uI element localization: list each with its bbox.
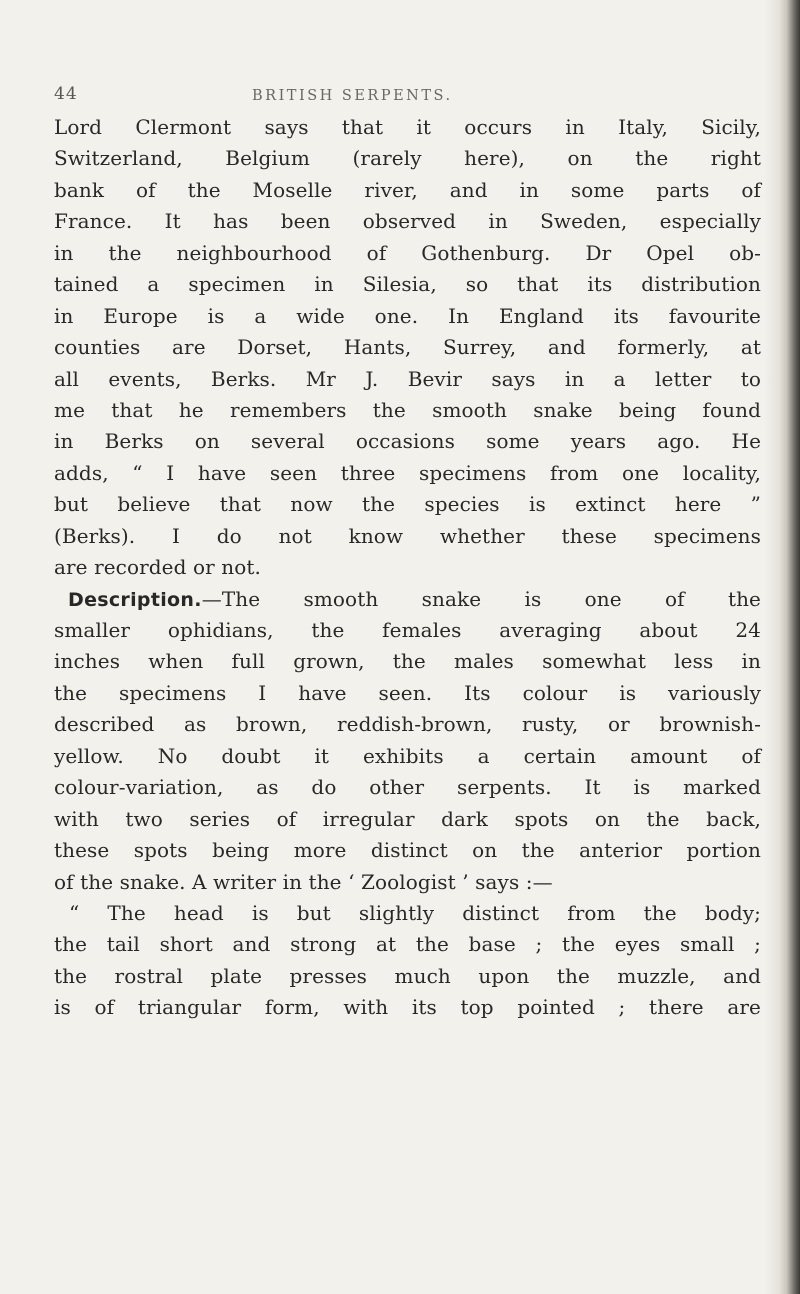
quote-line: is of triangular form, with its top pointed ; there are [54, 995, 761, 1020]
running-head: BRITISH SERPENTS. [252, 88, 453, 104]
text-line: of the snake. A writer in the ‘ Zoologist ’ says :— [54, 869, 553, 894]
text-line: all events, Berks. Mr J. Bevir says in a letter to [54, 366, 761, 391]
text-line: (Berks). I do not know whether these specimens [54, 523, 761, 548]
quote-line: “ The head is but slightly distinct from the body; [69, 900, 761, 925]
text-line: are recorded or not. [54, 555, 261, 580]
text-line: tained a specimen in Silesia, so that its distribution [54, 272, 761, 297]
description-heading: Description. [68, 588, 202, 611]
text-line: counties are Dorset, Hants, Surrey, and formerly, at [54, 335, 761, 360]
text-line: me that he remembers the smooth snake being found [54, 397, 761, 422]
text-line: in the neighbourhood of Gothenburg. Dr Opel ob- [54, 240, 761, 265]
text-line: adds, “ I have seen three specimens from one locality, [54, 460, 761, 485]
text-line: the specimens I have seen. Its colour is variously [54, 680, 761, 705]
text-line: France. It has been observed in Sweden, especially [54, 209, 761, 234]
text-line: Switzerland, Belgium (rarely here), on the right [54, 146, 761, 171]
text-line: in Europe is a wide one. In England its favourite [54, 303, 761, 328]
text-line: with two series of irregular dark spots on the back, [54, 806, 761, 831]
text-line: colour-variation, as do other serpents. It is marked [54, 775, 761, 800]
quote-line: the rostral plate presses much upon the muzzle, and [54, 963, 761, 988]
quote-line: the tail short and strong at the base ; the eyes small ; [54, 932, 761, 957]
text-line: bank of the Moselle river, and in some parts of [54, 177, 761, 202]
page-edge [778, 0, 800, 1294]
body-text [54, 112, 761, 1024]
text-line: yellow. No doubt it exhibits a certain amount of [54, 743, 761, 768]
page-header [54, 84, 764, 114]
text-line: described as brown, reddish-brown, rusty, or brownish- [54, 712, 761, 737]
text-line: but believe that now the species is extinct here ” [54, 492, 761, 517]
page-gutter-shadow [764, 0, 778, 1294]
text-line: these spots being more distinct on the anterior portion [54, 838, 761, 863]
text-line: inches when full grown, the males somewhat less in [54, 649, 761, 674]
description-first-line: —The smooth snake is one of the [201, 586, 761, 611]
text-line: Lord Clermont says that it occurs in Italy, Sicily, [54, 115, 761, 139]
text-line: in Berks on several occasions some years ago. He [54, 429, 761, 454]
description-paragraph-start [54, 584, 761, 615]
page-number: 44 [54, 84, 78, 104]
text-line: smaller ophidians, the females averaging about 24 [54, 618, 761, 642]
